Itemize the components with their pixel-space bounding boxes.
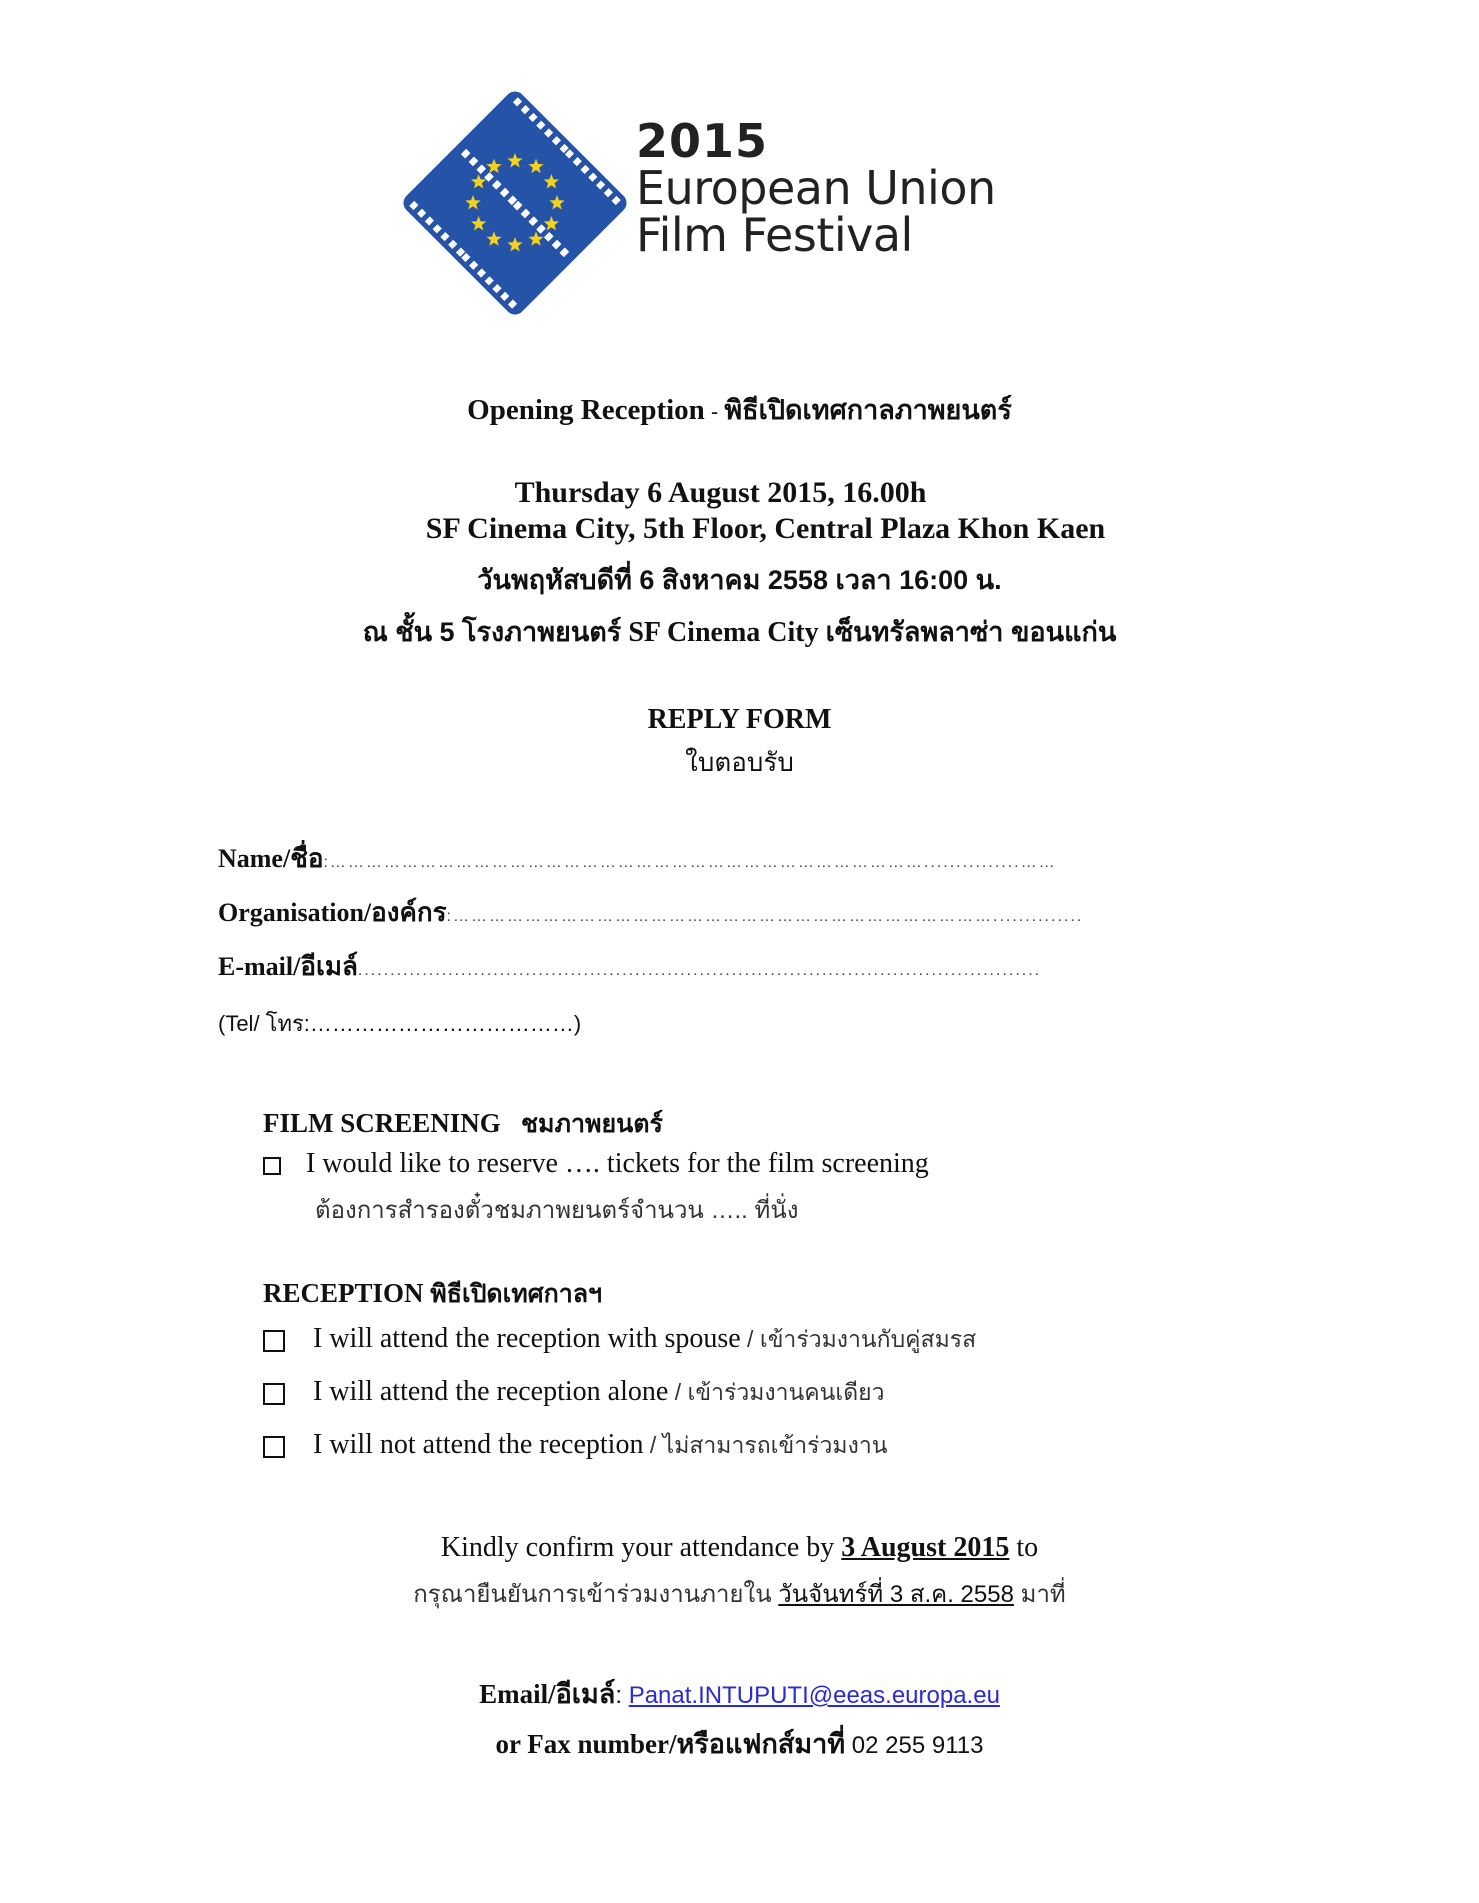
reception-option-th: / ไม่สามารถเข้าร่วมงาน bbox=[643, 1432, 888, 1458]
reception-checkbox[interactable] bbox=[263, 1436, 285, 1458]
email-field[interactable] bbox=[218, 946, 1041, 987]
reception-option-en: I will attend the reception alone bbox=[313, 1376, 669, 1407]
reception-heading-th: พิธีเปิดเทศกาลฯ bbox=[430, 1280, 603, 1308]
confirm-line-th bbox=[0, 1574, 1479, 1613]
film-option-en: I would like to reserve …. tickets for the film screening bbox=[306, 1148, 929, 1179]
film-screening-heading bbox=[263, 1104, 663, 1144]
film-heading-th: ชมภาพยนตร์ bbox=[521, 1110, 663, 1138]
tel-field[interactable] bbox=[218, 1006, 581, 1041]
reception-option-en: I will attend the reception with spouse bbox=[313, 1323, 741, 1354]
logo-year: 2015 bbox=[636, 114, 769, 168]
contact-email-link[interactable]: Panat.INTUPUTI@eeas.europa.eu bbox=[628, 1682, 1000, 1709]
tel-text[interactable]: (Tel/ โทร:………………………………) bbox=[218, 1011, 582, 1036]
reception-checkbox[interactable] bbox=[263, 1330, 285, 1352]
confirm-th-pre: กรุณายืนยันการเข้าร่วมงานภายใน bbox=[413, 1581, 779, 1608]
confirm-en-post: to bbox=[1009, 1532, 1039, 1563]
film-checkbox[interactable] bbox=[263, 1157, 281, 1175]
event-date-th bbox=[0, 558, 1479, 601]
event-title-en: Opening Reception bbox=[467, 394, 705, 426]
contact-email-label: Email/อีเมล์ bbox=[479, 1679, 616, 1709]
reception-option-th: / เข้าร่วมงานคนเดียว bbox=[668, 1379, 885, 1405]
reception-heading-en: RECEPTION bbox=[263, 1278, 424, 1308]
confirm-deadline-th: วันจันทร์ที่ 3 ส.ค. 2558 bbox=[778, 1581, 1014, 1608]
event-date-en: Thursday 6 August 2015, 16.00h bbox=[514, 476, 927, 509]
logo-line-film-festival: Film Festival bbox=[636, 207, 913, 262]
festival-logo-mark bbox=[400, 88, 630, 318]
organisation-field[interactable] bbox=[218, 892, 1083, 933]
reply-form-title-en: REPLY FORM bbox=[647, 704, 832, 735]
contact-fax-label: or Fax number/หรือแฟกส์มาที่ bbox=[495, 1729, 846, 1759]
confirm-deadline-en: 3 August 2015 bbox=[841, 1532, 1010, 1563]
film-reel-stars-icon bbox=[400, 88, 630, 318]
venue-th-post: เซ็นทรัลพลาซ่า ขอนแก่น bbox=[825, 617, 1117, 647]
film-heading-en: FILM SCREENING bbox=[263, 1108, 501, 1138]
email-dots[interactable]: .......................................................................................................... bbox=[357, 962, 1042, 979]
logo-wordmark bbox=[636, 114, 996, 262]
reception-option-alone[interactable] bbox=[263, 1375, 885, 1411]
name-field[interactable] bbox=[218, 838, 1057, 879]
logo-line-european-union: European Union bbox=[636, 160, 996, 215]
event-title-separator: - bbox=[704, 399, 725, 424]
event-title-th: พิธีเปิดเทศกาลภาพยนตร์ bbox=[724, 395, 1012, 425]
event-venue-en: SF Cinema City, 5th Floor, Central Plaza Khon Kaen bbox=[425, 512, 1106, 545]
reception-option-th: / เข้าร่วมงานกับคู่สมรส bbox=[740, 1326, 977, 1352]
event-date-th-text: วันพฤหัสบดีที่ 6 สิงหาคม 2558 เวลา 16:00 น. bbox=[477, 565, 1002, 595]
reply-form-title-th: ใบตอบรับ bbox=[685, 747, 794, 777]
contact-email-sep: : bbox=[615, 1682, 629, 1709]
reception-heading bbox=[263, 1274, 602, 1314]
confirm-line-en bbox=[0, 1532, 1479, 1564]
contact-email bbox=[0, 1672, 1479, 1715]
reception-option-en: I will not attend the reception bbox=[313, 1429, 644, 1460]
event-title bbox=[0, 388, 1479, 431]
organisation-dots[interactable]: :……………………………………………………………………………….............. bbox=[446, 908, 1084, 925]
reception-checkbox[interactable] bbox=[263, 1383, 285, 1405]
venue-th-pre: ณ ชั้น 5 โรงภาพยนตร์ bbox=[362, 617, 622, 647]
name-label: Name/ชื่อ bbox=[218, 844, 324, 873]
confirm-th-post: มาที่ bbox=[1013, 1581, 1066, 1608]
film-option[interactable] bbox=[263, 1148, 929, 1180]
logo-diamond bbox=[400, 88, 630, 318]
email-label: E-mail/อีเมล์ bbox=[218, 952, 358, 981]
confirm-en-pre: Kindly confirm your attendance by bbox=[440, 1532, 842, 1563]
contact-fax-number: 02 255 9113 bbox=[845, 1732, 984, 1759]
venue-th-bold: SF Cinema City bbox=[628, 617, 819, 648]
reception-option-spouse[interactable] bbox=[263, 1322, 976, 1358]
reception-option-not-attend[interactable] bbox=[263, 1428, 887, 1464]
organisation-label: Organisation/องค์กร bbox=[218, 898, 447, 927]
film-option-th: ต้องการสำรองตั๋วชมภาพยนตร์จำนวน ….. ที่นั่ง bbox=[315, 1197, 799, 1224]
name-dots[interactable]: :………………………………………………………………………………………...............…… bbox=[323, 854, 1057, 871]
contact-fax bbox=[0, 1722, 1479, 1765]
event-venue-th bbox=[0, 610, 1479, 653]
